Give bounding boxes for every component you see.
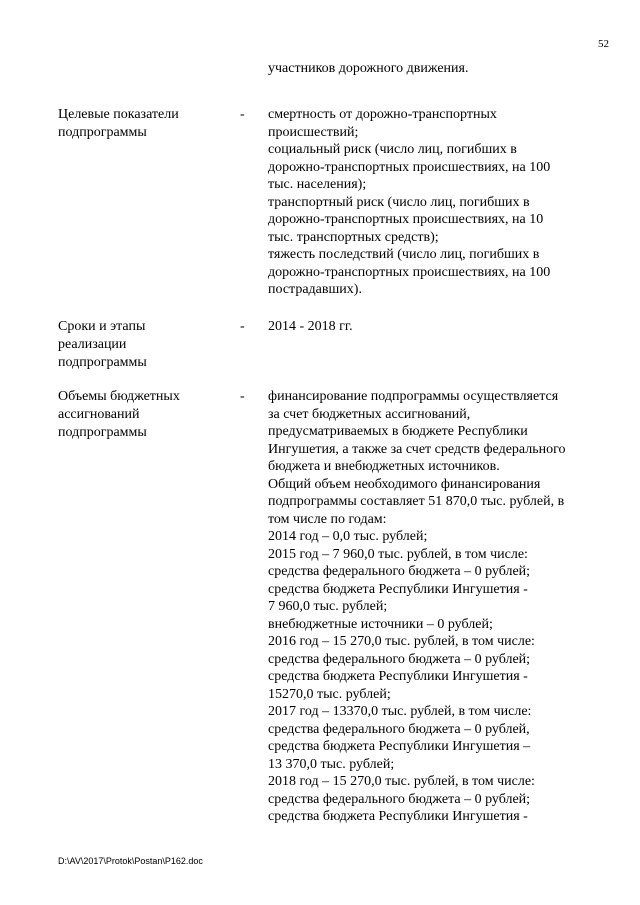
value-line: Ингушетия, а также за счет средств федерального — [268, 441, 566, 457]
label-line: подпрограммы — [58, 125, 147, 140]
label-line: подпрограммы — [58, 425, 147, 440]
value-line: смертность от дорожно-транспортных — [268, 107, 497, 122]
section-label — [58, 106, 208, 142]
value-line: том числе по годам: — [268, 511, 387, 527]
section-value — [268, 106, 608, 299]
value-line: 2018 год – 15 270,0 тыс. рублей, в том числе: — [268, 774, 535, 789]
dash-separator: - — [240, 107, 245, 122]
page-number: 52 — [598, 38, 609, 50]
document-file-path: D:\AV\2017\Protok\Postan\P162.doc — [58, 856, 203, 866]
label-line: Объемы бюджетных — [58, 389, 180, 404]
value-line: средства федерального бюджета – 0 рублей; — [268, 564, 531, 579]
value-line: 2017 год – 13370,0 тыс. рублей, в том числе: — [268, 704, 532, 719]
section-label — [58, 318, 208, 372]
value-line: подпрограммы составляет 51 870,0 тыс. рублей, в — [268, 494, 565, 509]
value-line: 2014 год – 0,0 тыс. рублей; — [268, 529, 428, 544]
value-line: средства федерального бюджета – 0 рублей; — [268, 651, 531, 667]
value-line: дорожно-транспортных происшествиях, на 100 — [268, 264, 551, 280]
value-line: за счет бюджетных ассигнований, — [268, 406, 471, 422]
value-line: 7 960,0 тыс. рублей; — [268, 599, 388, 614]
value-line: средства бюджета Республики Ингушетия – — [268, 739, 531, 754]
value-line: тяжесть последствий (число лиц, погибших в — [268, 247, 540, 262]
value-line: Общий объем необходимого финансирования — [268, 476, 541, 492]
dash-separator: - — [240, 389, 245, 404]
value-line: 13 370,0 тыс. рублей; — [268, 756, 395, 772]
dash-separator: - — [240, 319, 245, 334]
label-line: подпрограммы — [58, 355, 147, 370]
label-line: реализации — [58, 337, 127, 352]
section-value — [268, 388, 608, 826]
value-line: внебюджетные источники – 0 рублей; — [268, 616, 493, 632]
value-line: бюджета и внебюджетных источников. — [268, 459, 500, 474]
value-line: дорожно-транспортных происшествиях, на 10 — [268, 212, 544, 227]
section-label — [58, 388, 208, 442]
label-line: Сроки и этапы — [58, 319, 146, 334]
value-line: средства бюджета Республики Ингушетия - — [268, 669, 528, 684]
value-line: средства федерального бюджета – 0 рублей; — [268, 791, 531, 807]
value-line: средства федерального бюджета – 0 рублей, — [268, 721, 530, 737]
section-value — [268, 318, 608, 336]
value-line: 2015 год – 7 960,0 тыс. рублей, в том числе: — [268, 546, 528, 562]
value-line: предусматриваемых в бюджете Республики — [268, 424, 528, 439]
value-line: 15270,0 тыс. рублей; — [268, 686, 391, 702]
value-line: происшествий; — [268, 124, 359, 140]
label-line: ассигнований — [58, 407, 140, 422]
value-line: тыс. населения); — [268, 177, 367, 192]
value-line: 2014 - 2018 гг. — [268, 319, 353, 334]
value-line: дорожно-транспортных происшествиях, на 100 — [268, 159, 551, 175]
value-line: финансирование подпрограммы осуществляется — [268, 389, 559, 404]
value-line: тыс. транспортных средств); — [268, 229, 439, 245]
value-line: транспортный риск (число лиц, погибших в — [268, 194, 530, 210]
continuation-text: участников дорожного движения. — [268, 61, 469, 76]
value-line: социальный риск (число лиц, погибших в — [268, 142, 517, 157]
label-line: Целевые показатели — [58, 107, 179, 122]
value-line: средства бюджета Республики Ингушетия - — [268, 809, 528, 824]
value-line: 2016 год – 15 270,0 тыс. рублей, в том числе: — [268, 634, 535, 649]
value-line: пострадавших). — [268, 282, 362, 297]
value-line: средства бюджета Республики Ингушетия - — [268, 581, 528, 597]
